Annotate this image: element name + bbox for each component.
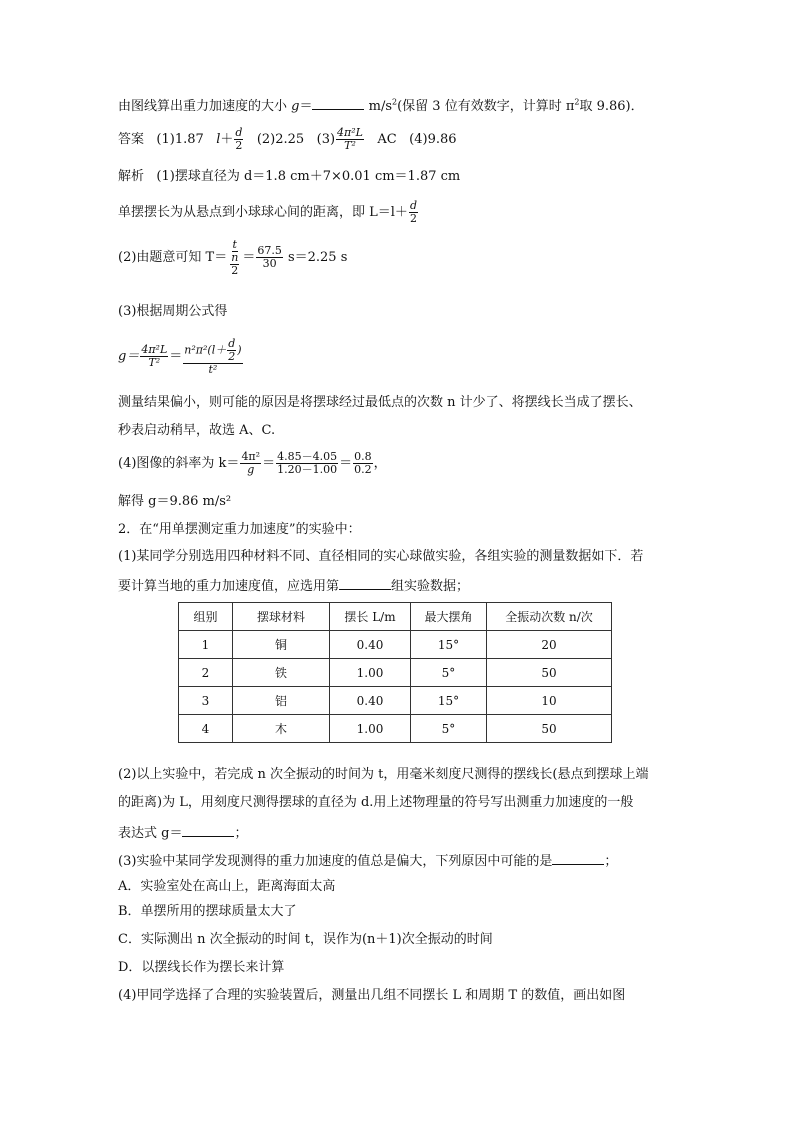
table-cell: 1 (179, 631, 233, 659)
text: (3)实验中某同学发现测得的重力加速度的值总是偏大，下列原因中可能的是 (118, 854, 553, 869)
table-cell: 木 (233, 715, 330, 743)
text: 67.5 (257, 244, 282, 257)
fraction (183, 338, 242, 376)
text: n²π²(l＋ (184, 343, 227, 356)
q2-line (118, 823, 247, 842)
text: d (235, 126, 243, 139)
table-header-row (179, 603, 612, 631)
q2-line (118, 988, 625, 1004)
fraction (409, 200, 418, 225)
analysis-line (118, 169, 460, 185)
text: 秒表启动稍早，故选 A、C. (118, 423, 276, 438)
text: ) (237, 343, 242, 356)
text: ＝ (169, 349, 183, 364)
text: 4π²L (337, 126, 363, 139)
table-cell: 0.40 (330, 687, 411, 715)
option-d (118, 960, 284, 976)
text: 2 (392, 97, 398, 107)
analysis-line (118, 304, 227, 320)
text: (3)根据周期公式得 (118, 304, 228, 319)
text: (1)1.87 (156, 132, 204, 147)
analysis-line (118, 395, 642, 411)
text: (3) (316, 132, 336, 147)
analysis-line (118, 198, 419, 228)
fraction (256, 245, 283, 270)
text: ； (234, 826, 248, 841)
fraction (140, 344, 168, 369)
text: 表达式 g＝ (118, 826, 183, 841)
q2-line (118, 767, 648, 783)
text: 30 (262, 257, 277, 270)
text: 0.8 (354, 450, 372, 463)
answer-blank (339, 576, 391, 590)
table-cell: 3 (179, 687, 233, 715)
fraction (230, 252, 239, 277)
text: 2 (409, 212, 417, 225)
text: T² (344, 139, 356, 152)
text: d (409, 199, 417, 212)
table-cell: 15° (411, 687, 487, 715)
text: 由图线算出重力加速度的大小 (118, 99, 292, 114)
analysis-line (118, 494, 231, 510)
text: 2 (228, 349, 236, 363)
table-header: 摆球材料 (233, 603, 330, 631)
fraction (353, 451, 373, 476)
text: ； (604, 854, 618, 869)
text: (4)甲同学选择了合理的实验装置后，测量出几组不同摆长 L 和周期 T 的数值，画出如图 (118, 988, 626, 1003)
text: ＝ (299, 99, 313, 114)
text: (4)图像的斜率为 k＝ (118, 456, 240, 471)
table-cell: 铜 (233, 631, 330, 659)
table-cell: 2 (179, 659, 233, 687)
table-cell: 1.00 (330, 659, 411, 687)
table-row (179, 659, 612, 687)
text: (4)9.86 (409, 132, 457, 147)
answer-blank (182, 823, 234, 837)
option-b (118, 904, 297, 920)
table-cell: 5° (411, 659, 487, 687)
q2-line (118, 795, 633, 811)
text: C．实际测出 n 次全振动的时间 t，误作为(n＋1)次全振动的时间 (118, 932, 493, 947)
text: ＝ (262, 456, 276, 471)
text: 单摆摆长为从悬点到小球球心间的距离，即 L＝l＋ (118, 205, 408, 220)
text: 的距离)为 L，用刻度尺测得摆球的直径为 d.用上述物理量的符号写出测重力加速度的一般 (118, 795, 634, 810)
text: 0.2 (354, 463, 372, 476)
data-table (178, 602, 612, 743)
text: D．以摆线长作为摆长来计算 (118, 960, 285, 975)
fraction (227, 338, 236, 363)
table-cell: 5° (411, 715, 487, 743)
option-c (118, 932, 493, 948)
analysis-line (118, 423, 275, 439)
table-row (179, 631, 612, 659)
q1-question-line (118, 96, 644, 115)
text: 取 9.86)． (579, 99, 644, 114)
text: 4π² (241, 450, 261, 463)
table-cell: 4 (179, 715, 233, 743)
table-cell: 铁 (233, 659, 330, 687)
text: ＋ (220, 132, 234, 147)
text: 要计算当地的重力加速度值，应选用第 (118, 579, 340, 594)
text: d (228, 336, 236, 350)
text: ， (373, 456, 387, 471)
text: (1)某同学分别选用四种材料不同、直径相同的实心球做实验，各组实验的测量数据如下．若 (118, 549, 644, 564)
table-header: 组别 (179, 603, 233, 631)
table-cell: 铝 (233, 687, 330, 715)
text: 测量结果偏小，则可能的原因是将摆球经过最低点的次数 n 计少了、将摆线长当成了摆长、 (118, 395, 642, 410)
fraction-den (228, 252, 241, 277)
text: 解得 g＝9.86 m/s² (118, 494, 232, 509)
table-cell: 0.40 (330, 631, 411, 659)
q2-line (118, 576, 469, 595)
text: (2)以上实验中，若完成 n 次全振动的时间为 t，用毫米刻度尺测得的摆线长(悬点到摆球上端 (118, 767, 649, 782)
fraction (276, 451, 338, 476)
text: 4π²L (141, 343, 168, 356)
text: 4.85－4.05 (277, 450, 338, 463)
text: 1.20－1.00 (277, 463, 338, 476)
text: g (247, 463, 255, 476)
text: (1)摆球直径为 d＝1.8 cm＋7×0.01 cm＝1.87 cm (156, 169, 461, 184)
q2-title (118, 522, 361, 538)
table-cell: 20 (487, 631, 612, 659)
text: 2．在“用单摆测定重力加速度”的实验中： (118, 522, 361, 537)
text: A．实验室处在高山上，距离海面太高 (118, 879, 336, 894)
text: 组实验数据； (391, 579, 470, 594)
text: 2 (231, 263, 239, 277)
answer-line (118, 126, 457, 154)
table-cell: 50 (487, 715, 612, 743)
text: g (291, 99, 300, 114)
table-cell: 1.00 (330, 715, 411, 743)
table-cell: 10 (487, 687, 612, 715)
text: s＝2.25 s (283, 250, 348, 265)
option-a (118, 879, 335, 895)
answer-label: 答案 (118, 132, 145, 147)
analysis-formula (118, 330, 244, 384)
fraction (234, 127, 243, 152)
text: (2)2.25 (256, 132, 305, 147)
text: g＝ (118, 349, 140, 364)
text: l (216, 132, 221, 147)
table-row (179, 715, 612, 743)
table-header: 最大摆角 (411, 603, 487, 631)
text: AC (377, 132, 397, 147)
table-header: 全振动次数 n/次 (487, 603, 612, 631)
text: ＝ (242, 250, 256, 265)
table-cell: 50 (487, 659, 612, 687)
text: t² (208, 362, 218, 376)
text: ＝ (339, 456, 353, 471)
analysis-line (118, 238, 347, 278)
table-cell: 15° (411, 631, 487, 659)
text: 2 (235, 139, 243, 152)
text: m/s (364, 99, 392, 114)
text: T² (148, 356, 161, 369)
text: (2)由题意可知 T＝ (118, 250, 228, 265)
text: t (232, 237, 237, 251)
answer-blank (552, 851, 604, 865)
fraction (228, 239, 241, 277)
fraction (336, 127, 364, 152)
text: 2 (574, 97, 580, 107)
text: B．单摆所用的摆球质量太大了 (118, 904, 297, 919)
table-row (179, 687, 612, 715)
analysis-label: 解析 (118, 169, 145, 184)
answer-blank (312, 96, 364, 110)
table-header: 摆长 L/m (330, 603, 411, 631)
text: (保留 3 位有效数字，计算时 π (397, 99, 575, 114)
fraction-num (183, 338, 242, 364)
text: n (231, 250, 239, 264)
q2-line (118, 549, 643, 565)
q2-line (118, 851, 617, 870)
fraction (240, 451, 261, 476)
analysis-line (118, 446, 387, 482)
